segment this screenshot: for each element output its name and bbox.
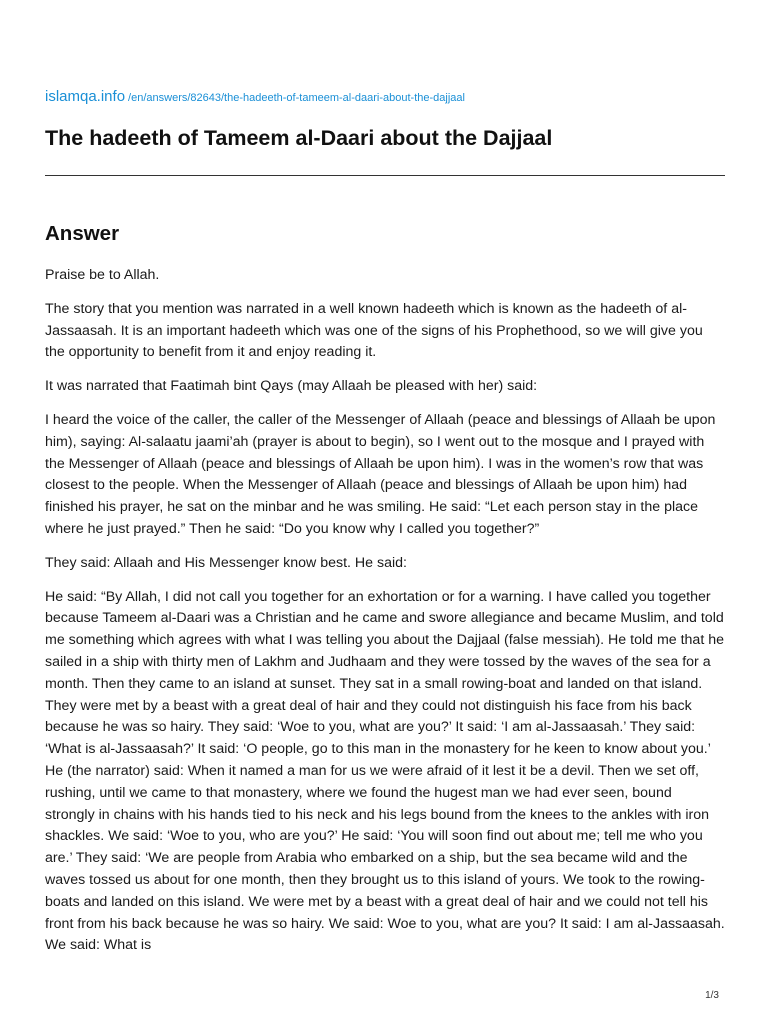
answer-heading: Answer [45, 222, 120, 245]
paragraph-response: They said: Allaah and His Messenger know best. He said: [45, 554, 407, 571]
paragraph-caller: I heard the voice of the caller, the caller of the Messenger of Allaah (peace and blessings of Allaah be upon him), saying: Al-salaatu jaami’ah (prayer is about to begin), so I went out to the mosque and I prayed with the Messenger of Allaah (peace and blessings of Allaah be upon him). I was in the women’s row that was closest to the people. When the Messenger of Allaah (peace and blessings of Allaah be upon him) had finished his prayer, he sat on the minbar and he was smiling. He said: “Let each person stay in the place where he just prayed.” Then he said: “Do you know why I called you together?” [45, 411, 716, 537]
paragraph-story: He said: “By Allah, I did not call you together for an exhortation or for a warning. I have called you together because Tameem al-Daari was a Christian and he came and swore allegiance and became Muslim, and told me something which agrees with what I was telling you about the Dajjaal (false messiah). He told me that he sailed in a ship with thirty men of Lakhm and Judhaam and they were tossed by the waves of the sea for a month. Then they came to an island at sunset. They sat in a small rowing-boat and landed on that island. They were met by a beast with a great deal of hair and they could not distinguish his face from his back because he was so hairy. They said: ‘Woe to you, what are you?’ It said: ‘I am al-Jassaasah.’ They said: ‘What is al-Jassaasah?’ It said: ‘O people, go to this man in the monastery for he keen to know about you.’ He (the narrator) said: When it named a man for us we were afraid of it lest it be a devil. Then we set off, rushing, until we came to that monastery, where we found the hugest man we had ever seen, bound strongly in chains with his hands tied to his neck and his legs bound from the knees to the ankles with iron shackles. We said: ‘Woe to you, who are you?’ He said: ‘You will soon find out about me; tell me who you are.’ They said: ‘We are people from Arabia who embarked on a ship, but the sea became wild and the waves tossed us about for one month, then they brought us to this island of yours. We took to the rowing-boats and landed on this island. We were met by a beast with a great deal of hair and we could not tell his front from his back because he was so hairy. We said: Woe to you, what are you? It said: I am al-Jassaasah. We said: What is [45, 588, 725, 954]
source-url[interactable] [45, 88, 465, 106]
page-title: The hadeeth of Tameem al-Daari about the Dajjaal [45, 126, 553, 150]
source-path-link[interactable]: /en/answers/82643/the-hadeeth-of-tameem-al-daari-about-the-dajjaal [128, 92, 465, 104]
answer-body [45, 265, 725, 969]
source-domain-link[interactable]: islamqa.info [45, 88, 126, 105]
paragraph-intro: The story that you mention was narrated in a well known hadeeth which is known as the hadeeth of al-Jassaasah. It is an important hadeeth which was one of the signs of his Prophethood, so we will give you the opportunity to benefit from it and enjoy reading it. [45, 300, 703, 361]
paragraph-praise: Praise be to Allah. [45, 267, 160, 283]
page-number: 1/3 [705, 990, 719, 1001]
title-divider [45, 175, 725, 176]
paragraph-narration-source: It was narrated that Faatimah bint Qays (may Allaah be pleased with her) said: [45, 378, 538, 395]
